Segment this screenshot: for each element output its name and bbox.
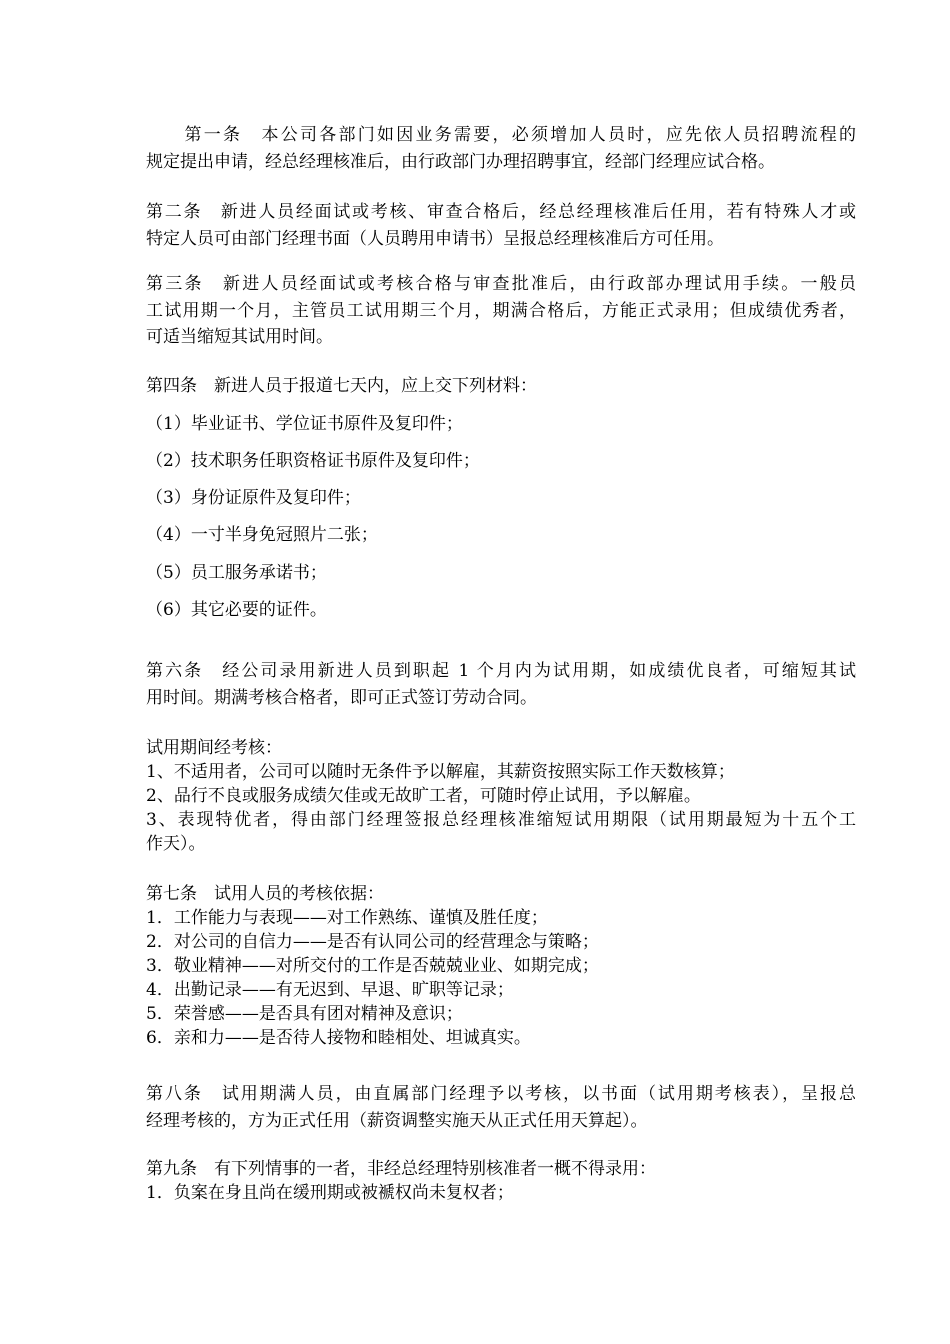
- article-4-item: （5）员工服务承诺书；: [146, 563, 327, 583]
- article-3: [146, 271, 856, 351]
- article-7-item: 4．出勤记录——有无迟到、早退、旷职等记录；: [146, 980, 514, 1000]
- article-4-heading: 第四条 新进人员于报道七天内，应上交下列材料：: [146, 376, 537, 396]
- article-2-line: 第二条 新进人员经面试或考核、审查合格后，经总经理核准后任用，若有特殊人才或: [146, 202, 856, 222]
- article-4-item: （2）技术职务任职资格证书原件及复印件；: [146, 451, 480, 471]
- probation-heading: 试用期间经考核：: [146, 738, 282, 758]
- article-2-line: 特定人员可由部门经理书面（人员聘用申请书）呈报总经理核准后方可任用。: [146, 228, 724, 249]
- article-7-item: 1．工作能力与表现——对工作熟练、谨慎及胜任度；: [146, 908, 548, 928]
- article-6: [146, 658, 856, 711]
- article-2: [146, 199, 856, 252]
- article-9-item: 1．负案在身且尚在缓刑期或被褫权尚未复权者；: [146, 1183, 514, 1203]
- article-9-heading: 第九条 有下列情事的一者，非经总经理特别核准者一概不得录用：: [146, 1159, 656, 1179]
- article-4-item: （4）一寸半身免冠照片二张；: [146, 525, 378, 545]
- article-8: [146, 1081, 856, 1134]
- article-6-line: 用时间。期满考核合格者，即可正式签订劳动合同。: [146, 687, 537, 708]
- article-7-item: 2．对公司的自信力——是否有认同公司的经营理念与策略；: [146, 932, 599, 952]
- article-1-line: 第一条 本公司各部门如因业务需要，必须增加人员时，应先依人员招聘流程的: [146, 125, 856, 145]
- article-6-line: 第六条 经公司录用新进人员到职起 1 个月内为试用期，如成绩优良者，可缩短其试: [146, 661, 856, 681]
- probation-section: [146, 736, 856, 856]
- probation-line: 2、品行不良或服务成绩欠佳或无故旷工者，可随时停止试用，予以解雇。: [146, 786, 701, 806]
- article-7-item: 6．亲和力——是否待人接物和睦相处、坦诚真实。: [146, 1028, 531, 1048]
- article-1: [146, 122, 856, 175]
- article-8-line: 经理考核的，方为正式任用（薪资调整实施天从正式任用天算起）。: [146, 1110, 648, 1131]
- article-7-heading: 第七条 试用人员的考核依据：: [146, 884, 384, 904]
- article-3-line: 第三条 新进人员经面试或考核合格与审查批准后，由行政部办理试用手续。一般员: [146, 274, 856, 294]
- probation-line: 1、不适用者，公司可以随时无条件予以解雇，其薪资按照实际工作天数核算；: [146, 762, 735, 782]
- article-7-item: 3．敬业精神——对所交付的工作是否兢兢业业、如期完成；: [146, 956, 599, 976]
- article-4-item: （1）毕业证书、学位证书原件及复印件；: [146, 414, 463, 434]
- article-4-item: （3）身份证原件及复印件；: [146, 488, 361, 508]
- article-7: [146, 882, 856, 1050]
- article-1-line: 规定提出申请，经总经理核准后，由行政部门办理招聘事宜，经部门经理应试合格。: [146, 151, 775, 172]
- article-9: [146, 1157, 856, 1205]
- article-3-line: 工试用期一个月，主管员工试用期三个月，期满合格后，方能正式录用；但成绩优秀者，: [146, 300, 856, 321]
- article-8-line: 第八条 试用期满人员，由直属部门经理予以考核，以书面（试用期考核表），呈报总: [146, 1084, 856, 1104]
- article-3-line: 可适当缩短其试用时间。: [146, 327, 333, 347]
- probation-line: 3、表现特优者，得由部门经理签报总经理核准缩短试用期限（试用期最短为十五个工: [146, 810, 856, 830]
- probation-line: 作天）。: [146, 834, 206, 854]
- article-4-item: （6）其它必要的证件。: [146, 600, 327, 620]
- article-7-item: 5．荣誉感——是否具有团对精神及意识；: [146, 1004, 463, 1024]
